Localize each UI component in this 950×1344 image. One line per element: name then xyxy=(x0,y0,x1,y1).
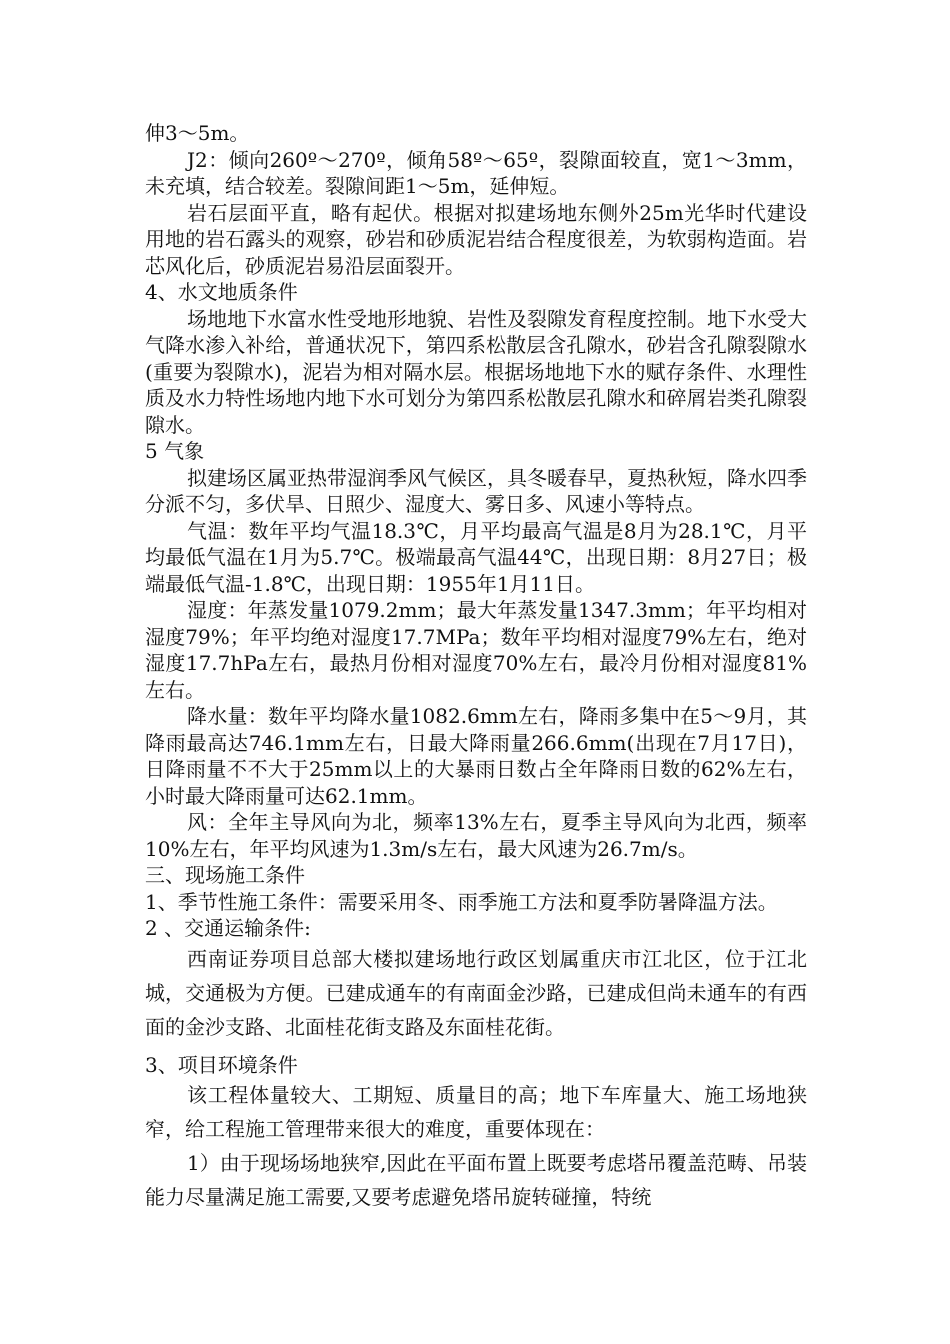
paragraph-rock-bedding: 岩石层面平直，略有起伏。根据对拟建场地东侧外25m光华时代建设用地的岩石露头的观察，砂岩和砂质泥岩结合程度很差，为软弱构造面。岩芯风化后，砂质泥岩易沿层面裂开。 xyxy=(145,200,807,278)
paragraph-project-difficulty: 该工程体量较大、工期短、质量目的高；地下车库量大、施工场地狭窄，给工程施工管理带来很大的难度，重要体现在： xyxy=(145,1083,807,1141)
paragraph-temperature: 气温：数年平均气温18.3℃，月平均最高气温是8月为28.1℃，月平均最低气温在1月为5.7℃。极端最高气温44℃，出现日期：8月27日；极端最低气温-1.8℃，出现日期：1955年1月11日。 xyxy=(145,518,807,596)
paragraph-transport: 西南证券项目总部大楼拟建场地行政区划属重庆市江北区，位于江北城，交通极为方便。已建成通车的有南面金沙路，已建成但尚未通车的有西面的金沙支路、北面桂花街支路及东面桂花街。 xyxy=(145,946,807,1039)
heading-project-environment: 3、项目环境条件 xyxy=(145,1052,298,1077)
paragraph-precipitation: 降水量：数年平均降水量1082.6mm左右，降雨多集中在5～9月，其降雨最高达746.1mm左右，日最大降雨量266.6mm(出现在7月17日)，日降雨量不不大于25mm以上的大暴雨日数占全年降雨日数的62%左右，小时最大降雨量可达62.1mm。 xyxy=(145,704,807,808)
paragraph-groundwater: 场地地下水富水性受地形地貌、岩性及裂隙发育程度控制。地下水受大气降水渗入补给，普通状况下，第四系松散层含孔隙水，砂岩含孔隙裂隙水(重要为裂隙水)，泥岩为相对隔水层。根据场地地下水的赋存条件、水理性质及水力特性场地内地下水可划分为第四系松散层孔隙水和碎屑岩类孔隙裂隙水。 xyxy=(145,306,807,437)
paragraph-seasonal-construction: 1、季节性施工条件：需要采用冬、雨季施工方法和夏季防暑降温方法。 xyxy=(145,889,778,914)
heading-site-conditions: 三、现场施工条件 xyxy=(145,863,305,887)
paragraph-j2-joint: J2：倾向260º～270º，倾角58º～65º，裂隙面较直，宽1～3mm，未充填，结合较差。裂隙间距1～5m，延伸短。 xyxy=(145,147,807,198)
heading-climate: 5 气象 xyxy=(145,439,205,463)
paragraph-wind: 风：全年主导风向为北，频率13%左右，夏季主导风向为北西，频率10%左右，年平均风速为1.3m/s左右，最大风速为26.7m/s。 xyxy=(145,810,807,861)
document-body xyxy=(145,120,807,1214)
heading-transport: 2 、交通运输条件: xyxy=(145,916,311,940)
paragraph-humidity: 湿度：年蒸发量1079.2mm；最大年蒸发量1347.3mm；年平均相对湿度79%；年平均绝对湿度17.7MPa；数年平均相对湿度79%左右，绝对湿度17.7hPa左右，最热月份相对湿度70%左右，最冷月份相对湿度81%左右。 xyxy=(145,598,807,702)
heading-hydrogeology: 4、水文地质条件 xyxy=(145,280,298,304)
paragraph-climate-overview: 拟建场区属亚热带湿润季风气候区，具冬暖春早，夏热秋短，降水四季分派不匀，多伏旱、日照少、湿度大、雾日多、风速小等特点。 xyxy=(145,465,807,516)
paragraph-continuation: 伸3～5m。 xyxy=(145,121,250,145)
paragraph-site-layout: 1）由于现场场地狭窄,因此在平面布置上既要考虑塔吊覆盖范畴、吊装能力尽量满足施工需要,又要考虑避免塔吊旋转碰撞，特统 xyxy=(145,1151,807,1209)
